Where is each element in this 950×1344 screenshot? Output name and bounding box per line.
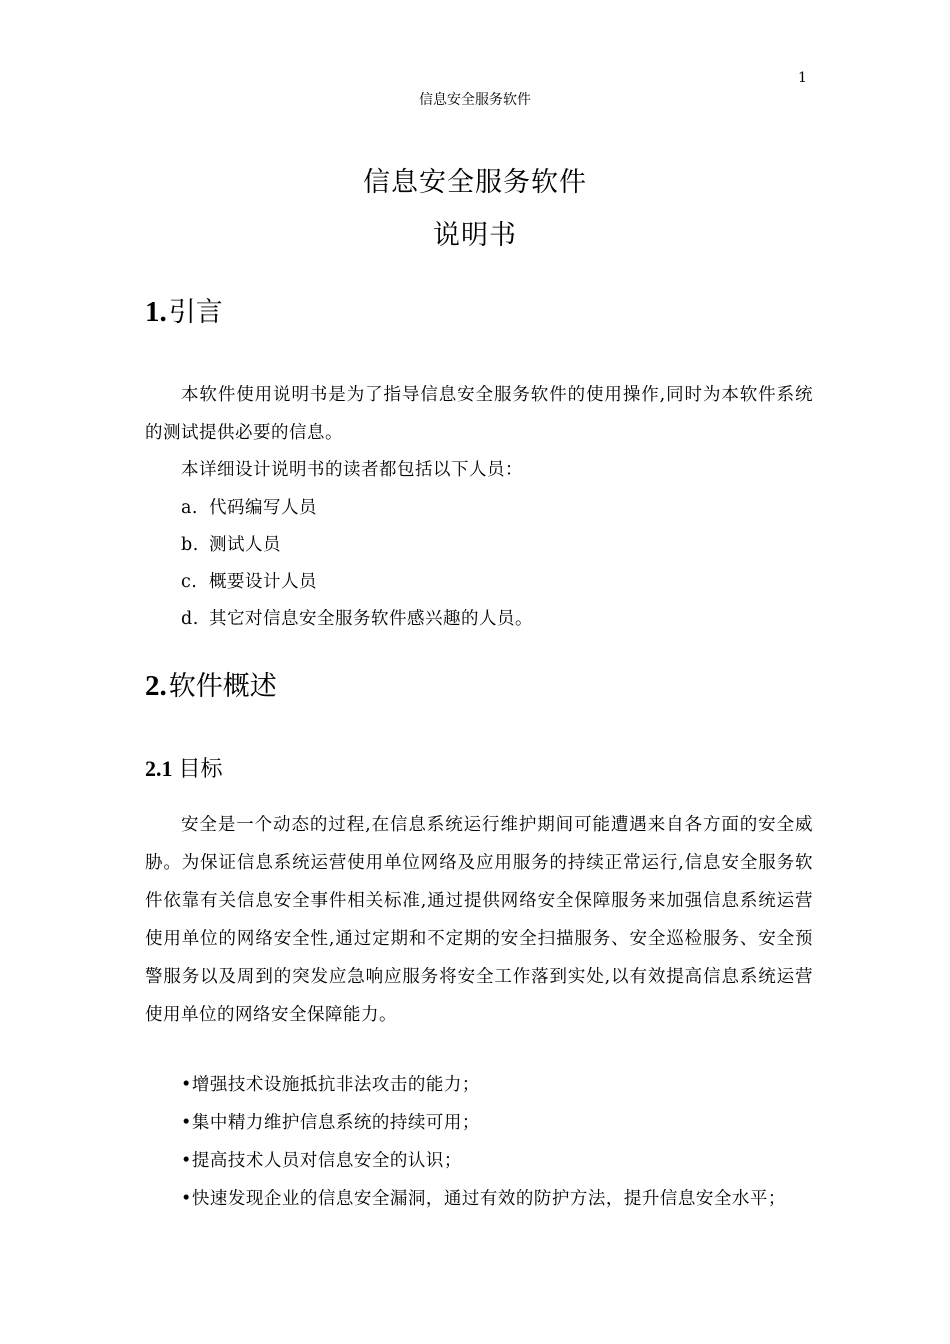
list-marker: a. — [181, 498, 198, 518]
list-item-text: 概要设计人员 — [209, 572, 317, 592]
section-1-paragraph-1: 本软件使用说明书是为了指导信息安全服务软件的使用操作,同时为本软件系统的测试提供必要的信息。 — [145, 385, 813, 443]
section-2-heading — [145, 669, 277, 704]
section-1-paragraph-2: 本详细设计说明书的读者都包括以下人员： — [181, 460, 523, 480]
section-2-1-title: 目标 — [178, 757, 223, 782]
document-subtitle: 说明书 — [433, 220, 517, 251]
list-marker: d. — [181, 609, 199, 629]
section-1-heading — [145, 295, 223, 330]
section-1-number: 1. — [145, 296, 167, 328]
reader-list-item — [181, 563, 317, 601]
reader-list-item — [181, 526, 281, 564]
list-item-text: 其它对信息安全服务软件感兴趣的人员。 — [209, 609, 533, 629]
section-2-title: 软件概述 — [168, 671, 277, 702]
list-item-text: 代码编写人员 — [209, 498, 317, 518]
list-marker: c. — [181, 572, 198, 592]
goal-bullet: •提高技术人员对信息安全的认识； — [181, 1151, 462, 1171]
section-2-1-number: 2.1 — [145, 756, 173, 781]
running-header: 信息安全服务软件 — [419, 92, 531, 108]
goal-bullet: •集中精力维护信息系统的持续可用； — [181, 1113, 480, 1133]
list-marker: b. — [181, 535, 199, 555]
reader-list-item — [181, 489, 317, 527]
goal-bullet: •快速发现企业的信息安全漏洞，通过有效的防护方法，提升信息安全水平； — [181, 1189, 786, 1209]
section-2-1-paragraph: 安全是一个动态的过程,在信息系统运行维护期间可能遭遇来自各方面的安全威胁。为保证信息系统运营使用单位网络及应用服务的持续正常运行,信息安全服务软件依靠有关信息安全事件相关标准,通过提供网络安全保障服务来加强信息系统运营使用单位的网络安全性,通过定期和不定期的安全扫描服务、安全巡检服务、安全预警服务以及周到的突发应急响应服务将安全工作落到实处,以有效提高信息系统运营使用单位的网络安全保障能力。 — [145, 815, 813, 1025]
reader-list-item — [181, 600, 533, 638]
page-number: 1 — [798, 70, 807, 86]
section-2-1-heading — [145, 752, 223, 788]
list-item-text: 测试人员 — [209, 535, 281, 555]
section-1-title: 引言 — [168, 297, 223, 328]
goal-bullet: •增强技术设施抵抗非法攻击的能力； — [181, 1075, 480, 1095]
section-2-number: 2. — [145, 670, 167, 702]
document-title: 信息安全服务软件 — [363, 167, 587, 198]
